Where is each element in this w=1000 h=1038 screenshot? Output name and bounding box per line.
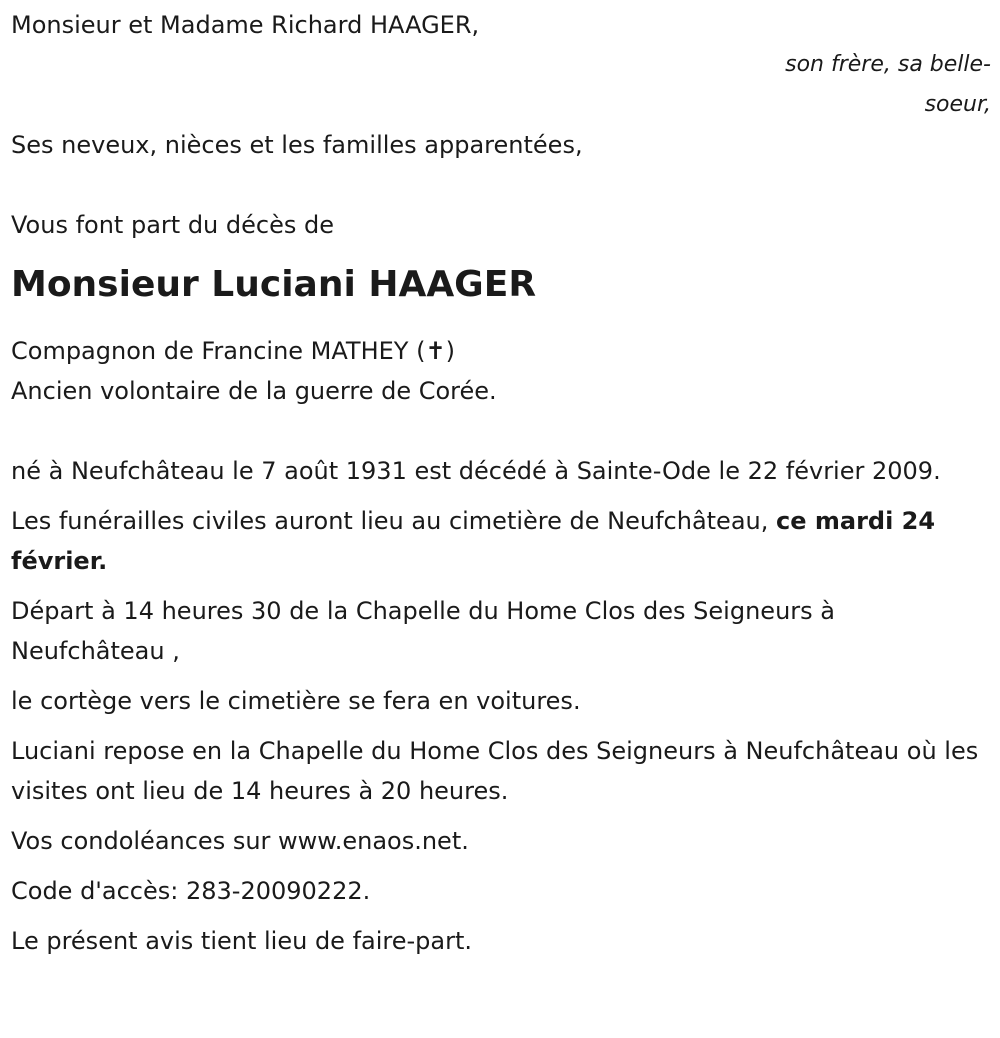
companion-line <box>11 331 991 371</box>
deceased-name: Monsieur Luciani HAAGER <box>11 264 537 305</box>
obituary-notice <box>11 5 991 961</box>
departure-details: Départ à 14 heures 30 de la Chapelle du Home Clos des Seigneurs à Neufchâteau , <box>11 597 835 665</box>
cross-icon: ✝ <box>425 337 446 365</box>
funeral-details <box>11 501 991 581</box>
spacer <box>11 165 991 205</box>
family-announcers: Monsieur et Madame Richard HAAGER, <box>11 11 480 39</box>
veteran-note: Ancien volontaire de la guerre de Corée. <box>11 377 497 405</box>
extended-family: Ses neveux, nièces et les familles apparentées, <box>11 131 583 159</box>
cortege-details: le cortège vers le cimetière se fera en voitures. <box>11 687 581 715</box>
announcement-intro: Vous font part du décès de <box>11 211 334 239</box>
companion-close: ) <box>445 337 455 365</box>
funeral-text: Les funérailles civiles auront lieu au cimetière de Neufchâteau, <box>11 507 776 535</box>
birth-death-details: né à Neufchâteau le 7 août 1931 est décédé à Sainte-Ode le 22 février 2009. <box>11 457 941 485</box>
funeral-date: ce mardi 24 février. <box>11 507 936 575</box>
repose-details: Luciani repose en la Chapelle du Home Clos des Seigneurs à Neufchâteau où les visites ont lieu de 14 heures à 20 heures. <box>11 737 979 805</box>
spacer <box>11 411 991 451</box>
condolences-link: Vos condoléances sur www.enaos.net. <box>11 827 469 855</box>
access-code: Code d'accès: 283-20090222. <box>11 877 371 905</box>
relationship-note: son frère, sa belle-soeur, <box>785 52 991 117</box>
closing-note: Le présent avis tient lieu de faire-part. <box>11 927 473 955</box>
companion-text: Compagnon de Francine MATHEY ( <box>11 337 426 365</box>
